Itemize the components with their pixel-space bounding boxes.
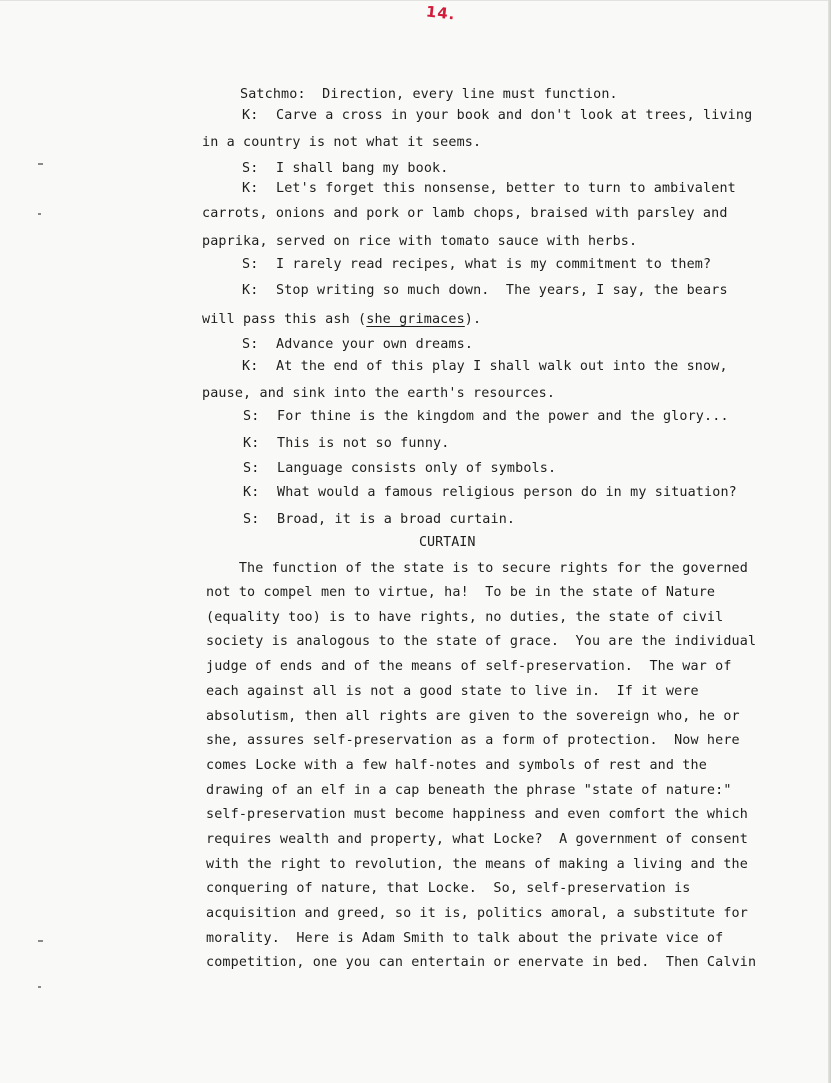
section-heading: CURTAIN: [419, 535, 476, 550]
dialogue-line: S: Language consists only of symbols.: [243, 461, 557, 476]
dialogue-line: Satchmo: Direction, every line must function.: [240, 87, 618, 102]
dialogue-continuation: will pass this ash (she grimaces).: [202, 312, 482, 327]
speaker: K:: [242, 181, 259, 196]
prose-line: drawing of an elf in a cap beneath the phrase "state of nature:": [206, 783, 732, 798]
dialogue-line: S: Broad, it is a broad curtain.: [243, 512, 516, 527]
margin-mark: [38, 163, 43, 165]
dialogue-line: S: I shall bang my book.: [242, 161, 449, 176]
prose-line: requires wealth and property, what Locke? A government of consent: [206, 832, 748, 847]
dialogue-continuation: in a country is not what it seems.: [202, 135, 482, 150]
prose-line: self-preservation must become happiness and even comfort the which: [206, 807, 748, 822]
prose-line: (equality too) is to have rights, no duties, the state of civil: [206, 610, 724, 625]
dialogue-line: S: For thine is the kingdom and the power and the glory...: [243, 409, 729, 424]
speaker: S:: [242, 337, 259, 352]
speaker: S:: [242, 161, 259, 176]
dialogue-line: K: What would a famous religious person do in my situation?: [243, 485, 737, 500]
prose-line: each against all is not a good state to live in. If it were: [206, 684, 699, 699]
prose-line: society is analogous to the state of grace. You are the individual: [206, 634, 757, 649]
dialogue-line: K: At the end of this play I shall walk out into the snow,: [242, 359, 728, 374]
dialogue-line: S: I rarely read recipes, what is my commitment to them?: [242, 257, 712, 272]
speaker: S:: [243, 512, 260, 527]
speaker: K:: [242, 283, 259, 298]
speaker: S:: [243, 409, 260, 424]
prose-line: morality. Here is Adam Smith to talk about the private vice of: [206, 931, 724, 946]
speaker: K:: [242, 359, 259, 374]
margin-mark: [38, 940, 43, 942]
margin-mark: [38, 986, 41, 988]
speaker: K:: [242, 108, 259, 123]
prose-line: conquering of nature, that Locke. So, self-preservation is: [206, 881, 691, 896]
dialogue-line: K: This is not so funny.: [243, 436, 450, 451]
top-edge: [0, 0, 831, 1]
prose-line: she, assures self-preservation as a form of protection. Now here: [206, 733, 740, 748]
prose-line: absolutism, then all rights are given to the sovereign who, he or: [206, 709, 740, 724]
dialogue-line: K: Stop writing so much down. The years, I say, the bears: [242, 283, 728, 298]
prose-line: judge of ends and of the means of self-preservation. The war of: [206, 659, 732, 674]
dialogue-line: S: Advance your own dreams.: [242, 337, 474, 352]
prose-line: acquisition and greed, so it is, politics amoral, a substitute for: [206, 906, 748, 921]
page-number: 14.: [425, 2, 457, 24]
speaker: K:: [243, 485, 260, 500]
dialogue-continuation: pause, and sink into the earth's resources.: [202, 386, 556, 401]
prose-line: not to compel men to virtue, ha! To be in the state of Nature: [206, 585, 716, 600]
dialogue-line: K: Carve a cross in your book and don't look at trees, living: [242, 108, 753, 123]
stage-direction: she grimaces: [366, 312, 465, 327]
speaker: S:: [242, 257, 259, 272]
speaker: K:: [243, 436, 260, 451]
dialogue-continuation: paprika, served on rice with tomato sauce with herbs.: [202, 234, 638, 249]
margin-mark: [38, 213, 41, 215]
prose-line: The function of the state is to secure rights for the governed: [206, 561, 748, 576]
dialogue-continuation: carrots, onions and pork or lamb chops, braised with parsley and: [202, 206, 728, 221]
dialogue-line: K: Let's forget this nonsense, better to turn to ambivalent: [242, 181, 736, 196]
speaker: S:: [243, 461, 260, 476]
speaker: Satchmo:: [240, 87, 306, 102]
prose-line: competition, one you can entertain or enervate in bed. Then Calvin: [206, 955, 757, 970]
prose-line: with the right to revolution, the means of making a living and the: [206, 857, 748, 872]
prose-line: comes Locke with a few half-notes and symbols of rest and the: [206, 758, 707, 773]
